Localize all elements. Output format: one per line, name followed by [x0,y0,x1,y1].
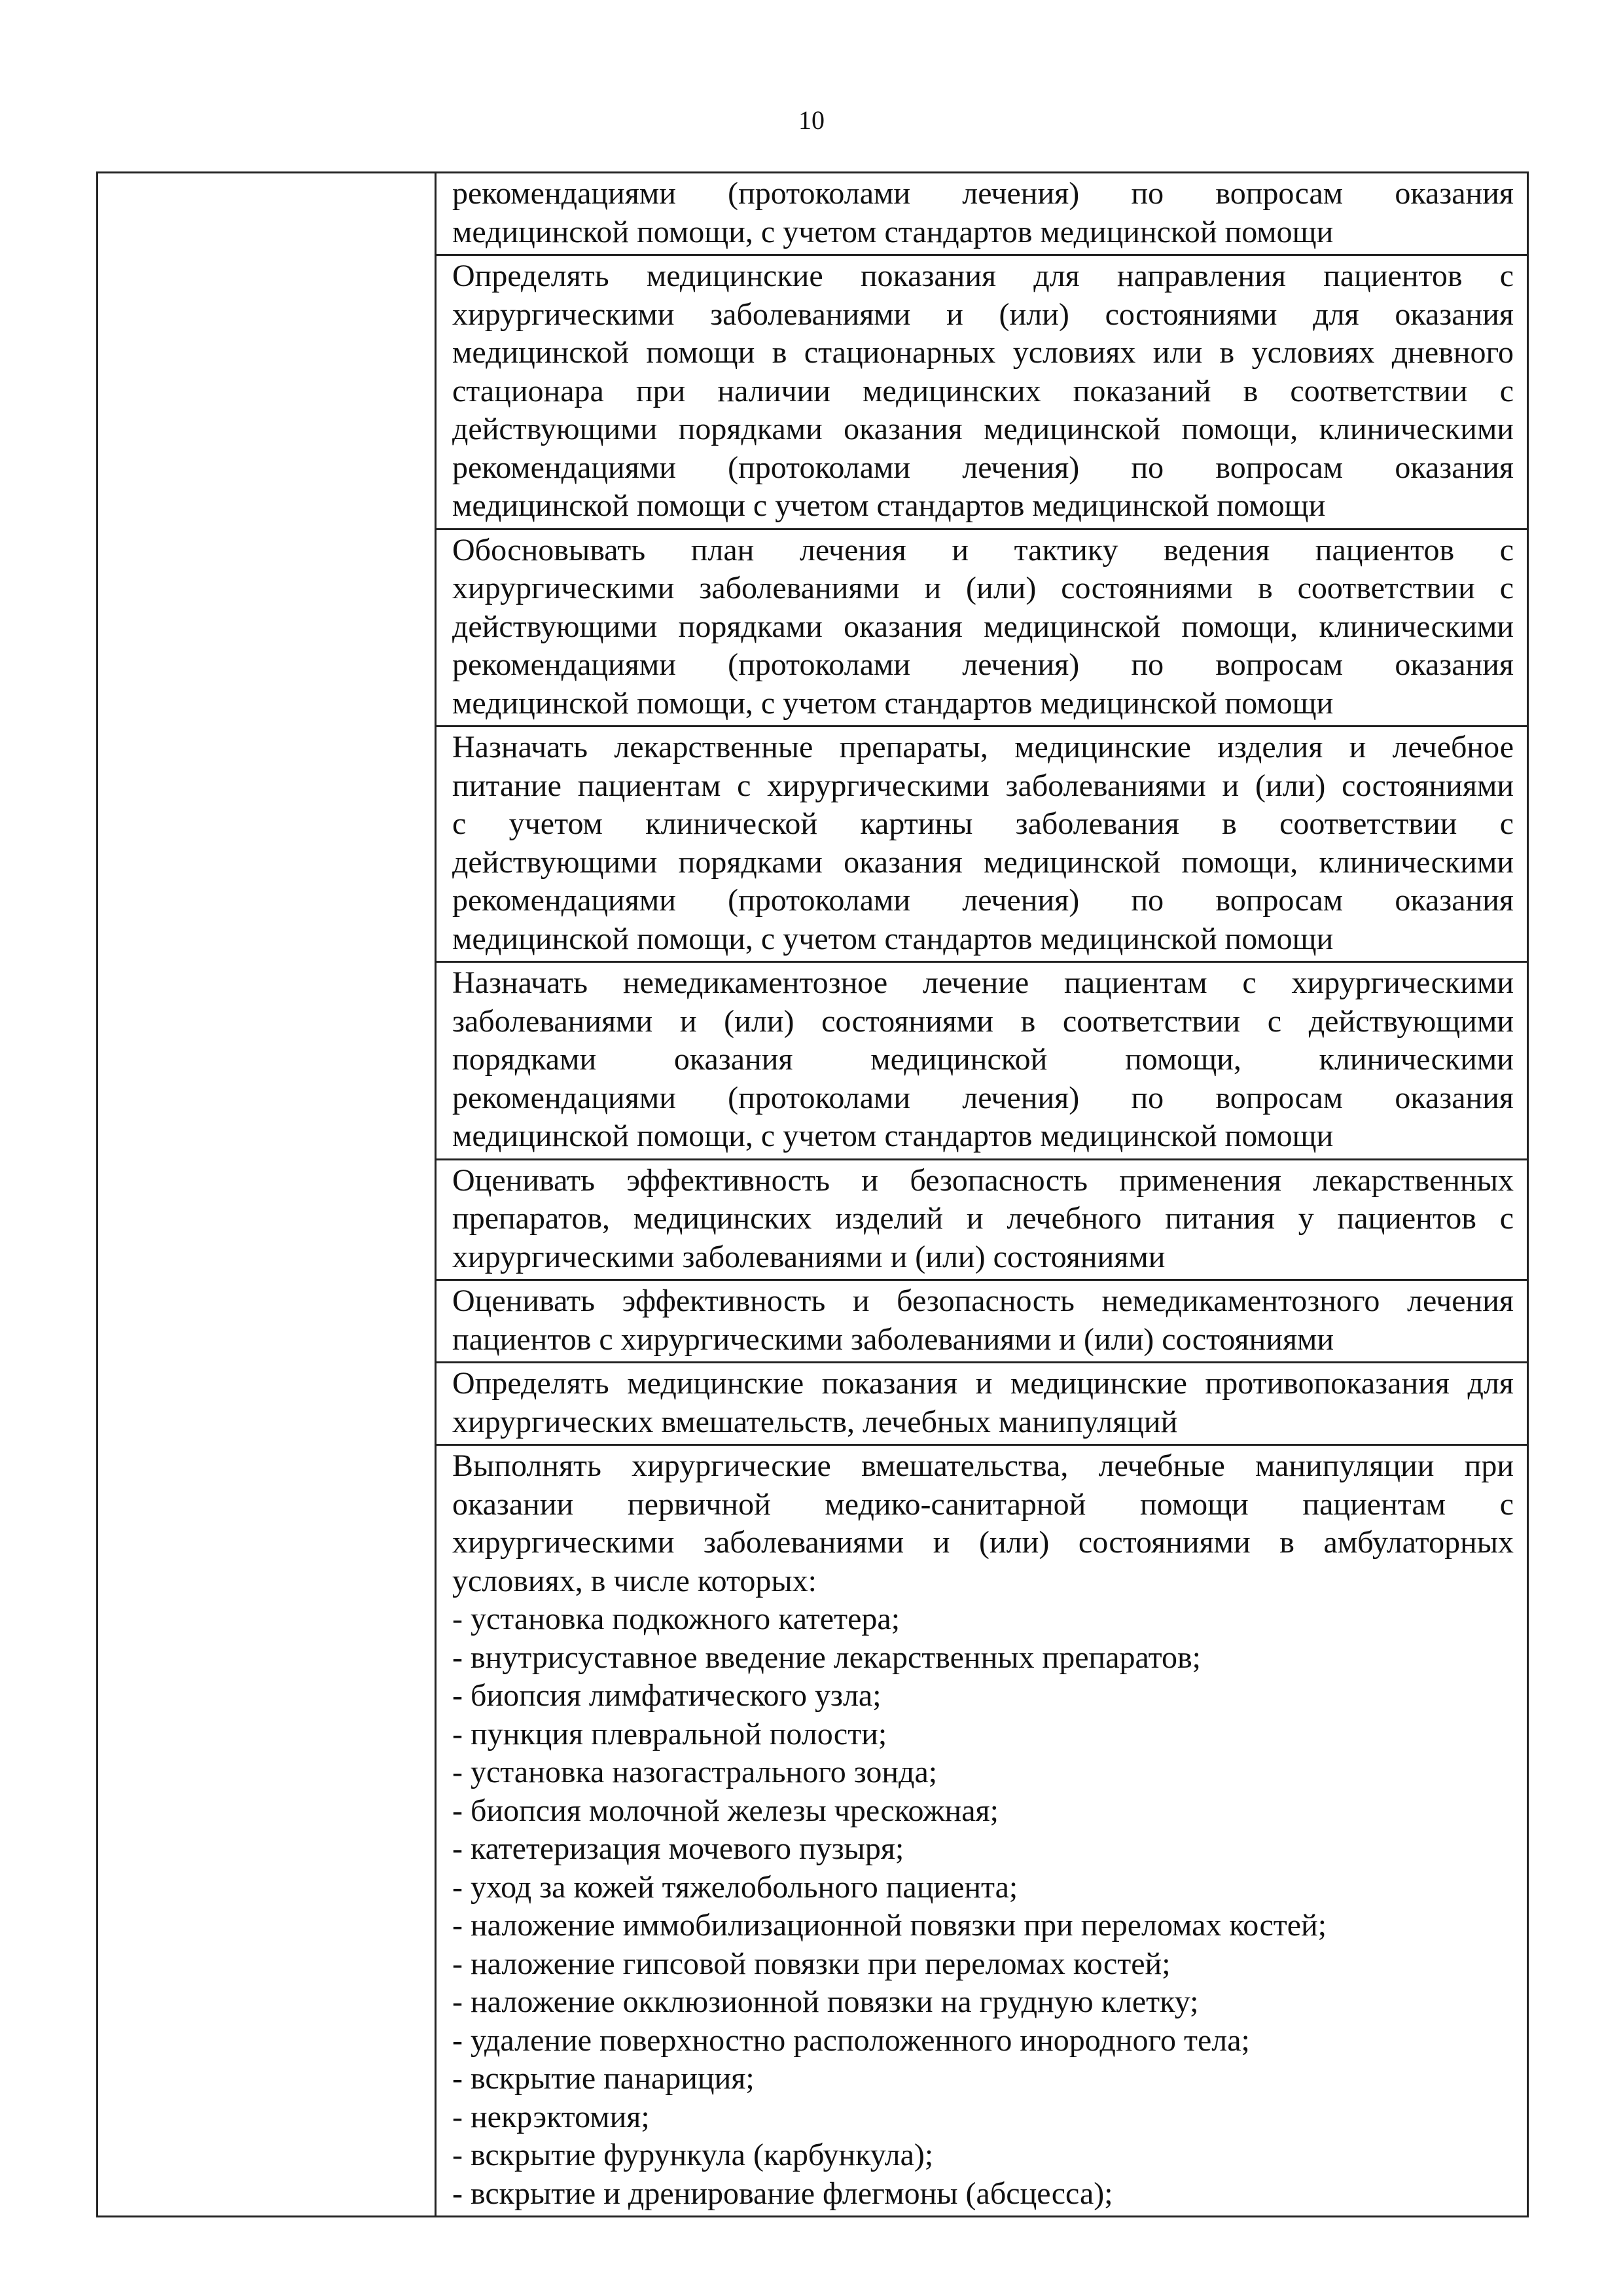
text-line: действующими порядками оказания медицинской помощи, клиническими [452,412,1514,446]
requirement-cell [436,1159,1528,1280]
requirement-cell [436,962,1528,1160]
text-line: условиях, в числе которых: [452,1563,817,1598]
list-item: - катетеризация мочевого пузыря; [452,1831,904,1866]
requirement-cell [436,255,1528,529]
requirement-text [437,256,1527,528]
text-line: Определять медицинские показания и медицинские противопоказания для [452,1366,1514,1401]
text-line: рекомендациями (протоколами лечения) по вопросам оказания [452,176,1514,211]
text-line: рекомендациями (протоколами лечения) по вопросам оказания [452,1080,1514,1115]
requirement-text [437,963,1527,1158]
text-line: оказании первичной медико-санитарной помощи пациентам с [452,1486,1514,1522]
text-line: порядками оказания медицинской помощи, клиническими [452,1042,1514,1077]
list-item: - вскрытие панариция; [452,2061,755,2096]
page-number: 10 [798,105,825,135]
requirement-text [437,1281,1527,1361]
requirement-cell [436,1363,1528,1445]
text-line: хирургическими заболеваниями и (или) состояниями [452,1239,1166,1274]
text-line: Выполнять хирургические вмешательства, лечебные манипуляции при [452,1448,1514,1483]
list-item: - наложение гипсовой повязки при переломах костей; [452,1946,1171,1981]
text-line: Определять медицинские показания для направления пациентов с [452,259,1514,293]
text-line: с учетом клинической картины заболевания в соответствии с [452,806,1514,841]
text-line: медицинской помощи, с учетом стандартов медицинской помощи [452,1119,1334,1153]
text-line: хирургических вмешательств, лечебных манипуляций [452,1404,1178,1439]
text-line: пациентов с хирургическими заболеваниями и (или) состояниями [452,1321,1334,1357]
text-line: Назначать немедикаментозное лечение пациентам с хирургическими [452,965,1514,1000]
table-row [98,173,1528,255]
requirement-cell [436,1280,1528,1363]
requirement-text [437,1160,1527,1280]
text-line: питание пациентам с хирургическими заболеваниями и (или) состояниями [452,768,1514,803]
text-line: хирургическими заболеваниями и (или) состояниями для оказания [452,296,1514,332]
text-line: стационара при наличии медицинских показаний в соответствии с [452,373,1514,408]
list-item: - некрэктомия; [452,2099,650,2134]
text-line: препаратов, медицинских изделий и лечебного питания у пациентов с [452,1201,1514,1236]
list-item: - вскрытие и дренирование флегмоны (абсцесса); [452,2176,1113,2211]
list-item: - наложение иммобилизационной повязки при переломах костей; [452,1908,1327,1943]
text-line: медицинской помощи с учетом стандартов медицинской помощи [452,488,1326,523]
requirement-text [437,173,1527,254]
text-line: медицинской помощи в стационарных условиях или в условиях дневного [452,335,1514,370]
list-item: - уход за кожей тяжелобольного пациента; [452,1869,1018,1905]
list-item: - установка назогастрального зонда; [452,1755,938,1789]
procedures-cell [436,1445,1528,2217]
requirement-text [437,530,1527,726]
text-line: хирургическими заболеваниями и (или) состояниями в амбулаторных [452,1525,1514,1560]
text-line: рекомендациями (протоколами лечения) по вопросам оказания [452,647,1514,682]
requirement-cell [436,726,1528,962]
competency-table [96,171,1529,2217]
text-line: хирургическими заболеваниями и (или) состояниями в соответствии с [452,571,1514,605]
text-line: медицинской помощи, с учетом стандартов медицинской помощи [452,921,1334,956]
text-line: Обосновывать план лечения и тактику ведения пациентов с [452,532,1514,567]
text-line: действующими порядками оказания медицинской помощи, клиническими [452,844,1514,880]
text-line: медицинской помощи, с учетом стандартов медицинской помощи [452,214,1334,249]
text-line: рекомендациями (протоколами лечения) по вопросам оказания [452,450,1514,485]
text-line: Оценивать эффективность и безопасность немедикаментозного лечения [452,1283,1514,1318]
list-item: - пункция плевральной полости; [452,1716,887,1751]
list-item: - вскрытие фурункула (карбункула); [452,2138,934,2172]
requirement-cell [436,173,1528,255]
text-line: медицинской помощи, с учетом стандартов медицинской помощи [452,685,1334,721]
left-column-cell [98,173,436,2217]
list-item: - биопсия лимфатического узла; [452,1678,882,1713]
text-line: рекомендациями (протоколами лечения) по вопросам оказания [452,883,1514,918]
procedures-text [437,1446,1527,2215]
text-line: действующими порядками оказания медицинской помощи, клиническими [452,609,1514,644]
requirement-text [437,727,1527,961]
list-item: - биопсия молочной железы чрескожная; [452,1793,999,1828]
text-line: Оценивать эффективность и безопасность применения лекарственных [452,1162,1514,1198]
list-item: - внутрисуставное введение лекарственных препаратов; [452,1640,1201,1675]
list-item: - установка подкожного катетера; [452,1602,901,1636]
text-line: Назначать лекарственные препараты, медицинские изделия и лечебное [452,730,1514,764]
list-item: - наложение окклюзионной повязки на грудную клетку; [452,1984,1199,2019]
requirement-text [437,1363,1527,1444]
list-item: - удаление поверхностно расположенного инородного тела; [452,2022,1250,2058]
requirement-cell [436,529,1528,726]
text-line: заболеваниями и (или) состояниями в соответствии с действующими [452,1003,1514,1039]
